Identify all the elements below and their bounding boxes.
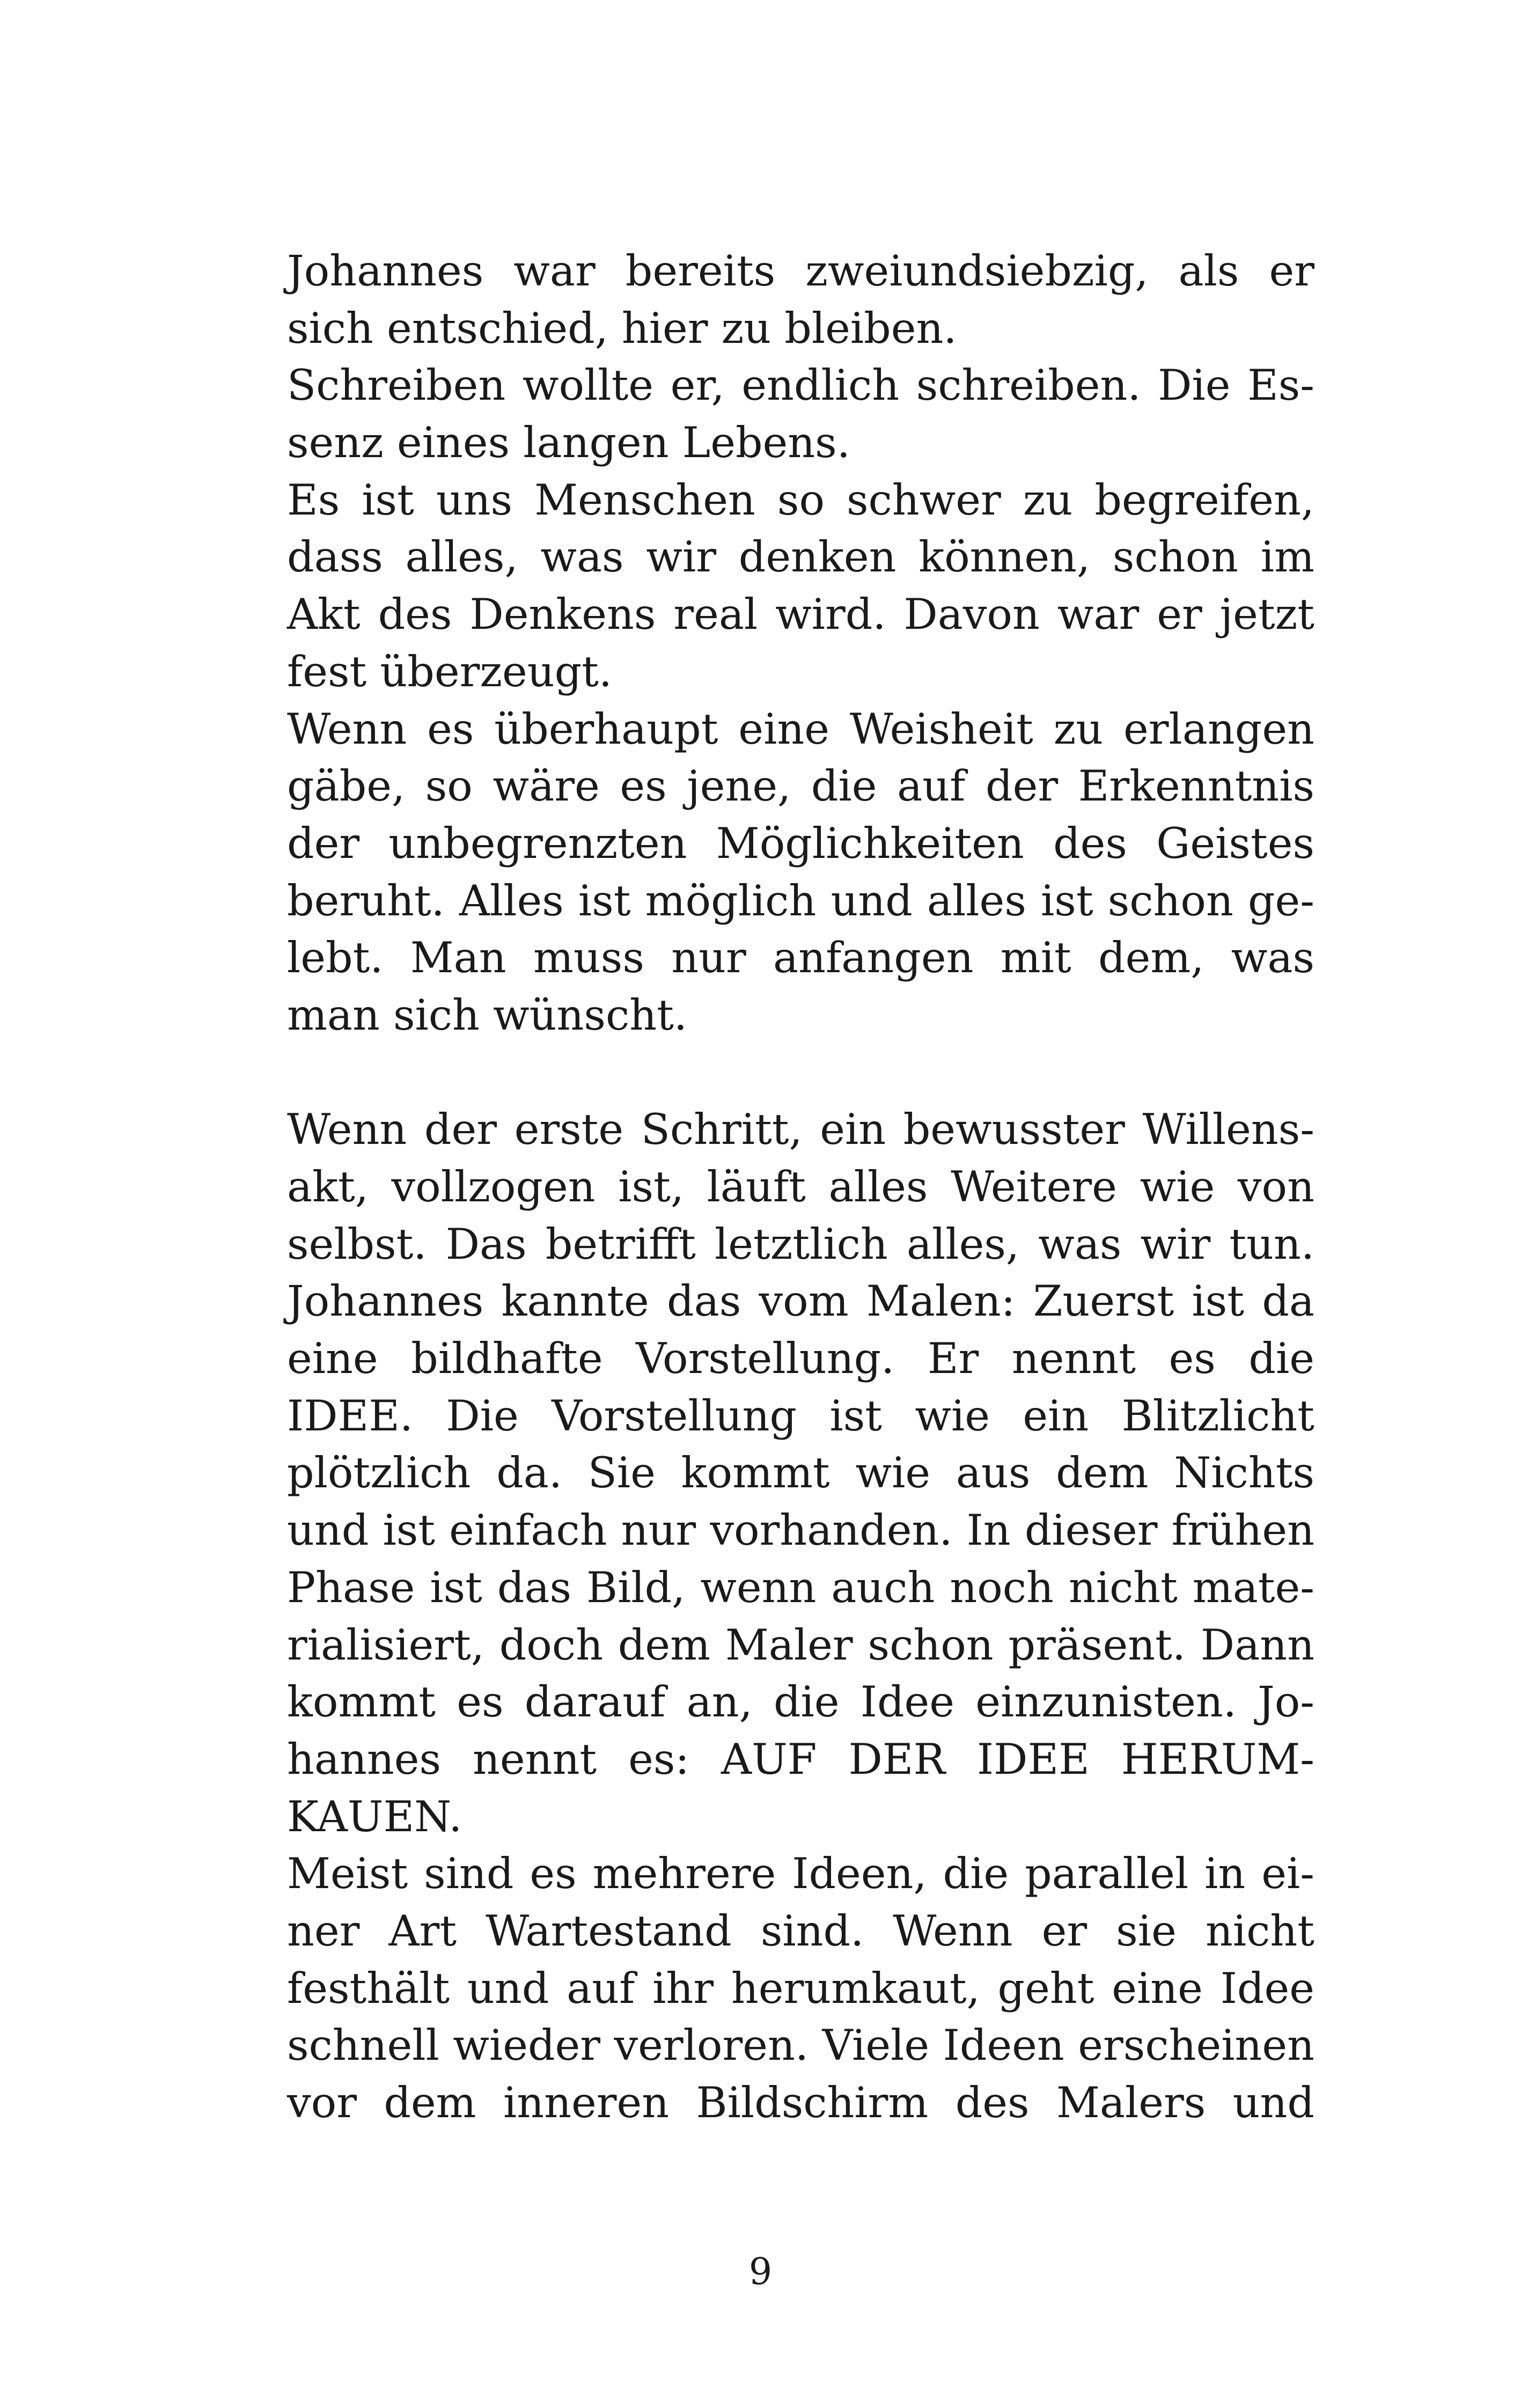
text-line: Wenn es überhaupt eine Weisheit zu erlangen bbox=[287, 704, 1314, 754]
text-line: KAUEN. bbox=[287, 1792, 462, 1841]
text-line: Johannes war bereits zweiundsiebzig, als er bbox=[287, 246, 1314, 296]
text-line: IDEE. Die Vorstellung ist wie ein Blitzlicht bbox=[287, 1391, 1314, 1441]
text-line: eine bildhafte Vorstellung. Er nennt es die bbox=[287, 1334, 1314, 1384]
text-line: ner Art Wartestand sind. Wenn er sie nicht bbox=[287, 1906, 1314, 1956]
text-line: Wenn der erste Schritt, ein bewusster Willens- bbox=[287, 1105, 1314, 1155]
text-line: fest überzeugt. bbox=[287, 647, 613, 696]
text-line: selbst. Das betrifft letztlich alles, was wir tun. bbox=[287, 1219, 1314, 1269]
body-text bbox=[287, 243, 1314, 2132]
text-line: gäbe, so wäre es jene, die auf der Erkenntnis bbox=[287, 761, 1314, 811]
text-line: beruht. Alles ist möglich und alles ist schon ge- bbox=[287, 876, 1314, 926]
text-line: festhält und auf ihr herumkaut, geht eine Idee bbox=[287, 1963, 1314, 2013]
page-number: 9 bbox=[748, 2251, 773, 2293]
text-line: Schreiben wollte er, endlich schreiben. Die Es- bbox=[287, 361, 1314, 410]
text-line: plötzlich da. Sie kommt wie aus dem Nichts bbox=[287, 1448, 1314, 1498]
text-line: und ist einfach nur vorhanden. In dieser frühen bbox=[287, 1506, 1314, 1555]
text-line: sich entschied, hier zu bleiben. bbox=[287, 303, 957, 353]
text-line: Akt des Denkens real wird. Davon war er jetzt bbox=[287, 590, 1314, 640]
text-line: Es ist uns Menschen so schwer zu begreifen, bbox=[287, 475, 1314, 525]
text-line: der unbegrenzten Möglichkeiten des Geistes bbox=[287, 818, 1314, 868]
text-line: kommt es darauf an, die Idee einzunisten. Jo- bbox=[287, 1677, 1314, 1727]
text-line: schnell wieder verloren. Viele Ideen erscheinen bbox=[287, 2021, 1314, 2071]
text-line: Johannes kannte das vom Malen: Zuerst ist da bbox=[287, 1276, 1314, 1326]
text-line: lebt. Man muss nur anfangen mit dem, was bbox=[287, 933, 1314, 983]
text-line: akt, vollzogen ist, läuft alles Weitere wie von bbox=[287, 1162, 1314, 1212]
text-line: dass alles, was wir denken können, schon im bbox=[287, 532, 1314, 582]
text-line: vor dem inneren Bildschirm des Malers und bbox=[287, 2078, 1314, 2127]
paragraph-gap bbox=[287, 1044, 1314, 1102]
text-line: senz eines langen Lebens. bbox=[287, 418, 850, 468]
text-line: Meist sind es mehrere Ideen, die parallel in ei- bbox=[287, 1849, 1314, 1899]
text-line: Phase ist das Bild, wenn auch noch nicht mate- bbox=[287, 1562, 1314, 1612]
text-line: hannes nennt es: AUF DER IDEE HERUM- bbox=[287, 1734, 1314, 1784]
text-line: man sich wünscht. bbox=[287, 990, 687, 1040]
text-line: rialisiert, doch dem Maler schon präsent. Dann bbox=[287, 1620, 1314, 1670]
